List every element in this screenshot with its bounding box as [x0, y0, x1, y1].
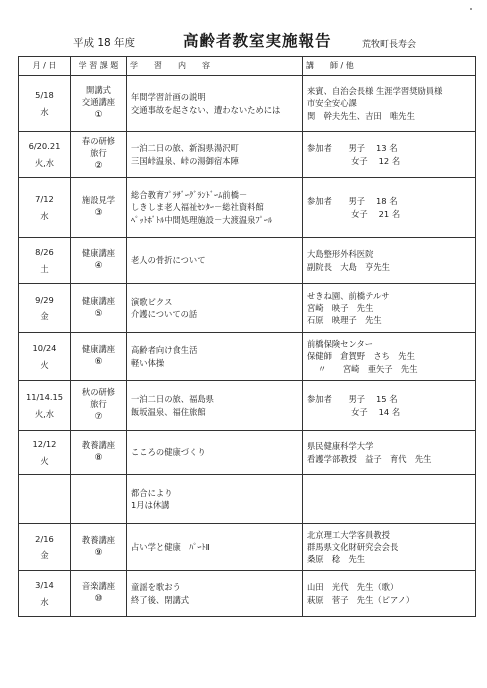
content-line: 軽い体操: [131, 357, 165, 368]
lecturer-line: 看護学部教授 益子 育代 先生: [307, 453, 432, 464]
session-weekday: 土: [40, 263, 49, 274]
table-body: [19, 76, 476, 617]
session-date: 10/24: [32, 343, 57, 354]
content-line: しきしま老人福祉ｾﾝﾀｰ－総社資料館: [131, 202, 264, 213]
session-number: ⑥: [94, 357, 103, 368]
lecturer-line: せきね園、前橋テルサ: [307, 290, 390, 301]
table-header-row: [19, 57, 476, 76]
session-weekday: 水: [40, 210, 49, 221]
content-line: 1月は休講: [131, 500, 170, 510]
course-cell: [71, 571, 127, 617]
date-cell: [19, 571, 71, 617]
session-date: 5/18: [35, 90, 54, 101]
course-cell: [71, 333, 127, 381]
session-weekday: 水: [40, 106, 49, 117]
session-weekday: 水: [40, 596, 49, 607]
table-row: [19, 571, 476, 617]
course-title: 旅行: [90, 148, 107, 159]
session-weekday: 火: [40, 359, 49, 370]
content-cell: [127, 381, 303, 431]
session-number: ①: [94, 110, 103, 121]
content-cell: [127, 333, 303, 381]
lecturer-line: 関 幹夫先生、吉田 唯先生: [307, 110, 415, 121]
table-row: [19, 178, 476, 238]
session-weekday: 金: [40, 550, 49, 560]
course-title: 健康講座: [81, 344, 116, 355]
date-cell: [19, 238, 71, 284]
session-number: ⑦: [94, 412, 103, 423]
session-date: 2/16: [35, 533, 54, 544]
course-title: 秋の研修: [81, 387, 116, 398]
course-title: 施設見学: [81, 195, 116, 206]
content-line: 介護についての話: [131, 309, 198, 319]
date-cell: [19, 524, 71, 571]
lecturer-line: 市安全安心課: [307, 98, 357, 109]
content-cell: [127, 284, 303, 333]
column-header-content: 学 習 内 容: [127, 57, 303, 76]
session-number: ⑩: [94, 594, 103, 605]
course-cell: [71, 524, 127, 571]
session-date: 3/14: [35, 580, 54, 591]
course-cell: [71, 381, 127, 431]
lecturer-line: 群馬県文化財研究会会長: [307, 541, 399, 552]
fiscal-year: 平成 18 年度: [73, 37, 136, 49]
lecturer-line: 県民健康科学大学: [307, 441, 374, 452]
course-cell: [71, 178, 127, 238]
report-table: [18, 56, 476, 617]
session-weekday: 火: [40, 455, 49, 466]
course-cell: [71, 284, 127, 333]
lecturer-line: 〃 宮崎 亜矢子 先生: [307, 363, 418, 374]
lecturer-line: 萩原 菅子 先生（ピアノ）: [307, 594, 415, 605]
content-line: こころの健康づくり: [131, 447, 206, 458]
session-weekday: 金: [40, 311, 49, 321]
lecturer-line: 来賓、自治会長様 生涯学習奨励員様: [307, 86, 443, 97]
lecturer-line: 山田 光代 先生（歌）: [307, 582, 399, 593]
lecturer-line: 大島整形外科医院: [307, 249, 374, 260]
lecturer-line: 桑原 稔 先生: [307, 554, 366, 564]
lecturer-line: 参加者 男子 15 名: [307, 394, 398, 405]
table-row: [19, 333, 476, 381]
content-cell: [127, 431, 303, 475]
lecturer-line: 女子 21 名: [307, 208, 401, 219]
content-line: ﾍﾟｯﾄﾎﾞﾄﾙ中間処理施設－大渡温泉ﾌﾟｰﾙ: [131, 214, 273, 225]
content-cell: [127, 238, 303, 284]
content-line: 年間学習計画の説明: [131, 92, 206, 103]
table-row: [19, 76, 476, 132]
session-number: ⑤: [94, 308, 103, 319]
column-header-lecturer: 講 師 / 他: [303, 57, 476, 76]
date-cell: [19, 431, 71, 475]
lecturer-line: 北京理工大学客員教授: [307, 529, 390, 540]
content-line: 一泊二日の旅、新潟県湯沢町: [131, 143, 239, 154]
course-title: 健康講座: [81, 248, 116, 259]
organization-name: 荒牧町長寿会: [362, 40, 417, 50]
session-number: ⑧: [94, 453, 103, 464]
session-number: ②: [94, 161, 103, 172]
table-row: [19, 284, 476, 333]
date-cell: [19, 178, 71, 238]
lecturer-line: 副院長 大島 亨先生: [307, 261, 390, 272]
content-line: 終了後、閉講式: [131, 594, 190, 605]
content-cell: [127, 475, 303, 524]
session-number: ⑨: [94, 547, 103, 558]
lecturer-cell: [303, 524, 476, 571]
lecturer-cell: [303, 178, 476, 238]
course-title: 教養講座: [81, 534, 116, 545]
date-cell: [19, 284, 71, 333]
table-row: [19, 132, 476, 178]
content-line: 一泊二日の旅、福島県: [131, 394, 214, 405]
content-line: 交通事故を起さない、遭わないためには: [131, 104, 281, 115]
date-cell: [19, 333, 71, 381]
lecturer-line: 参加者 男子 18 名: [307, 196, 398, 207]
content-line: 占い学と健康 ﾊﾟｰﾄⅡ: [131, 541, 210, 552]
course-cell: [71, 132, 127, 178]
lecturer-cell: [303, 333, 476, 381]
content-line: 都合により: [131, 487, 173, 498]
column-header-course: 学 習 課 題: [71, 57, 127, 76]
content-line: 総合教育ﾌﾟﾗｻﾞｰｸﾞﾗﾝﾄﾞｰﾑ前橋－: [131, 190, 248, 201]
content-line: 老人の骨折について: [131, 255, 206, 266]
content-cell: [127, 76, 303, 132]
lecturer-cell: [303, 475, 476, 524]
session-date: 8/26: [35, 247, 54, 258]
date-cell: [19, 76, 71, 132]
lecturer-line: 石原 映理子 先生: [307, 315, 382, 325]
content-cell: [127, 571, 303, 617]
lecturer-cell: [303, 284, 476, 333]
content-cell: [127, 524, 303, 571]
session-date: 6/20.21: [28, 141, 61, 152]
lecturer-line: 女子 12 名: [307, 155, 401, 166]
session-date: 9/29: [35, 294, 54, 305]
date-cell: [19, 381, 71, 431]
session-number: ③: [94, 208, 103, 219]
session-weekday: 火,水: [34, 157, 55, 168]
content-line: 演歌ビクス: [131, 296, 173, 307]
course-title: 交通講座: [81, 97, 116, 108]
column-header-date: 月 / 日: [19, 57, 71, 76]
content-line: 飯坂温泉、福住旅館: [131, 406, 206, 417]
course-title: 健康講座: [81, 295, 116, 306]
lecturer-cell: [303, 571, 476, 617]
date-cell: [19, 132, 71, 178]
content-line: 高齢者向け食生活: [131, 345, 198, 356]
course-cell: [71, 76, 127, 132]
content-cell: [127, 178, 303, 238]
course-title: 開講式: [86, 85, 111, 96]
session-number: ④: [94, 261, 103, 272]
content-line: 三国峠温泉、峠の湯御宿本陣: [131, 155, 239, 166]
course-title: 春の研修: [81, 136, 116, 147]
table-row: [19, 381, 476, 431]
date-cell: [19, 475, 71, 524]
session-date: 11/14.15: [25, 392, 64, 403]
session-weekday: 火,水: [34, 408, 55, 419]
table-row: [19, 431, 476, 475]
session-date: 7/12: [35, 194, 54, 205]
course-title: 音楽講座: [81, 581, 116, 592]
content-line: 童謡を歌おう: [131, 582, 181, 593]
table-row: [19, 238, 476, 284]
lecturer-cell: [303, 132, 476, 178]
session-date: 12/12: [32, 439, 57, 450]
lecturer-line: 参加者 男子 13 名: [307, 143, 398, 154]
table-row: [19, 524, 476, 571]
content-cell: [127, 132, 303, 178]
lecturer-cell: [303, 238, 476, 284]
course-cell: [71, 475, 127, 524]
scan-speck: [470, 8, 472, 10]
lecturer-line: 宮崎 映子 先生: [307, 302, 374, 313]
report-header: [0, 0, 487, 52]
course-title: 教養講座: [81, 440, 116, 451]
lecturer-cell: [303, 76, 476, 132]
lecturer-line: 女子 14 名: [307, 406, 401, 417]
report-title: 高齢者教室実施報告: [183, 32, 332, 50]
lecturer-cell: [303, 381, 476, 431]
lecturer-line: 保健師 倉賀野 さち 先生: [307, 351, 415, 362]
course-cell: [71, 431, 127, 475]
course-title: 旅行: [90, 399, 107, 410]
table-row: [19, 475, 476, 524]
lecturer-line: 前橋保険センター: [307, 339, 374, 350]
lecturer-cell: [303, 431, 476, 475]
course-cell: [71, 238, 127, 284]
